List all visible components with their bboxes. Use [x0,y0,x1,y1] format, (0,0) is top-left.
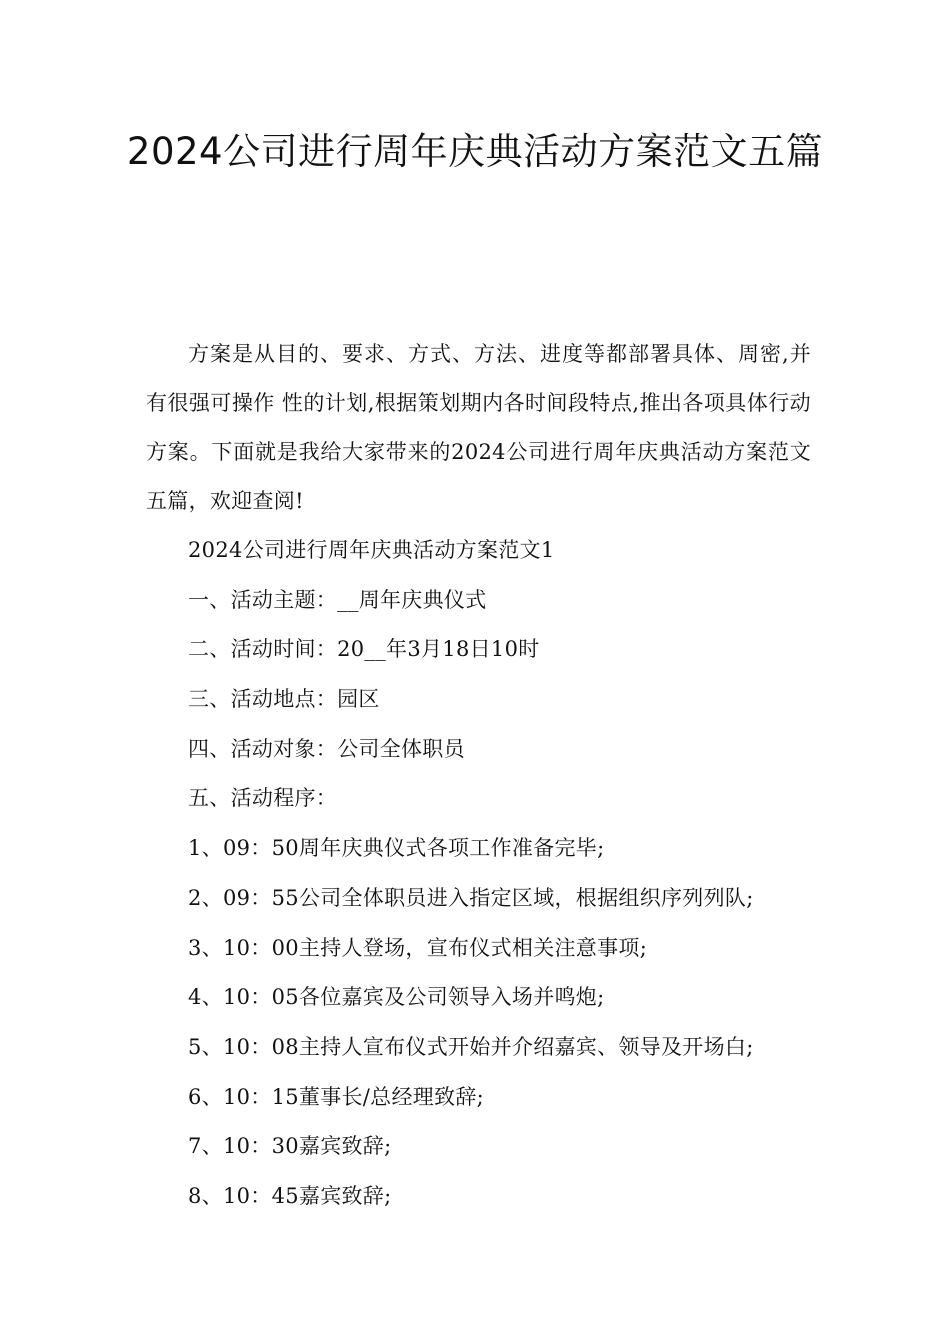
program-step: 4、10：05各位嘉宾及公司领导入场并鸣炮; [188,985,605,1010]
section-heading: 2024公司进行周年庆典活动方案范文1 [188,538,555,562]
body-line-theme: 一、活动主题：__周年庆典仪式 [188,587,487,612]
body-line-location: 三、活动地点：园区 [188,687,380,712]
program-step: 7、10：30嘉宾致辞; [188,1134,392,1159]
program-step: 1、09：50周年庆典仪式各项工作准备完毕; [188,836,605,861]
program-step: 6、10：15董事长/总经理致辞; [188,1084,485,1109]
intro-paragraph: 方案是从目的、要求、方式、方法、进度等都部署具体、周密,并有很强可操作 性的计划,根据策划期内各时间段特点,推出各项具体行动方案。下面就是我给大家带来的2024公司进行周年庆典活动方案范文五篇，欢迎查阅! [146,342,811,513]
body-lines [188,527,828,1223]
document-title: 2024公司进行周年庆典活动方案范文五篇 [126,130,824,173]
program-step: 8、10：45嘉宾致辞; [188,1183,392,1208]
program-step: 5、10：08主持人宣布仪式开始并介绍嘉宾、领导及开场白; [188,1034,754,1059]
body-line-time: 二、活动时间：20__年3月18日10时 [188,637,540,662]
body-line-program: 五、活动程序： [188,786,338,811]
program-step: 3、10：00主持人登场，宣布仪式相关注意事项; [188,935,648,960]
program-step: 2、09：55公司全体职员进入指定区域，根据组织序列列队; [188,885,754,910]
body-line-audience: 四、活动对象：公司全体职员 [188,736,465,761]
